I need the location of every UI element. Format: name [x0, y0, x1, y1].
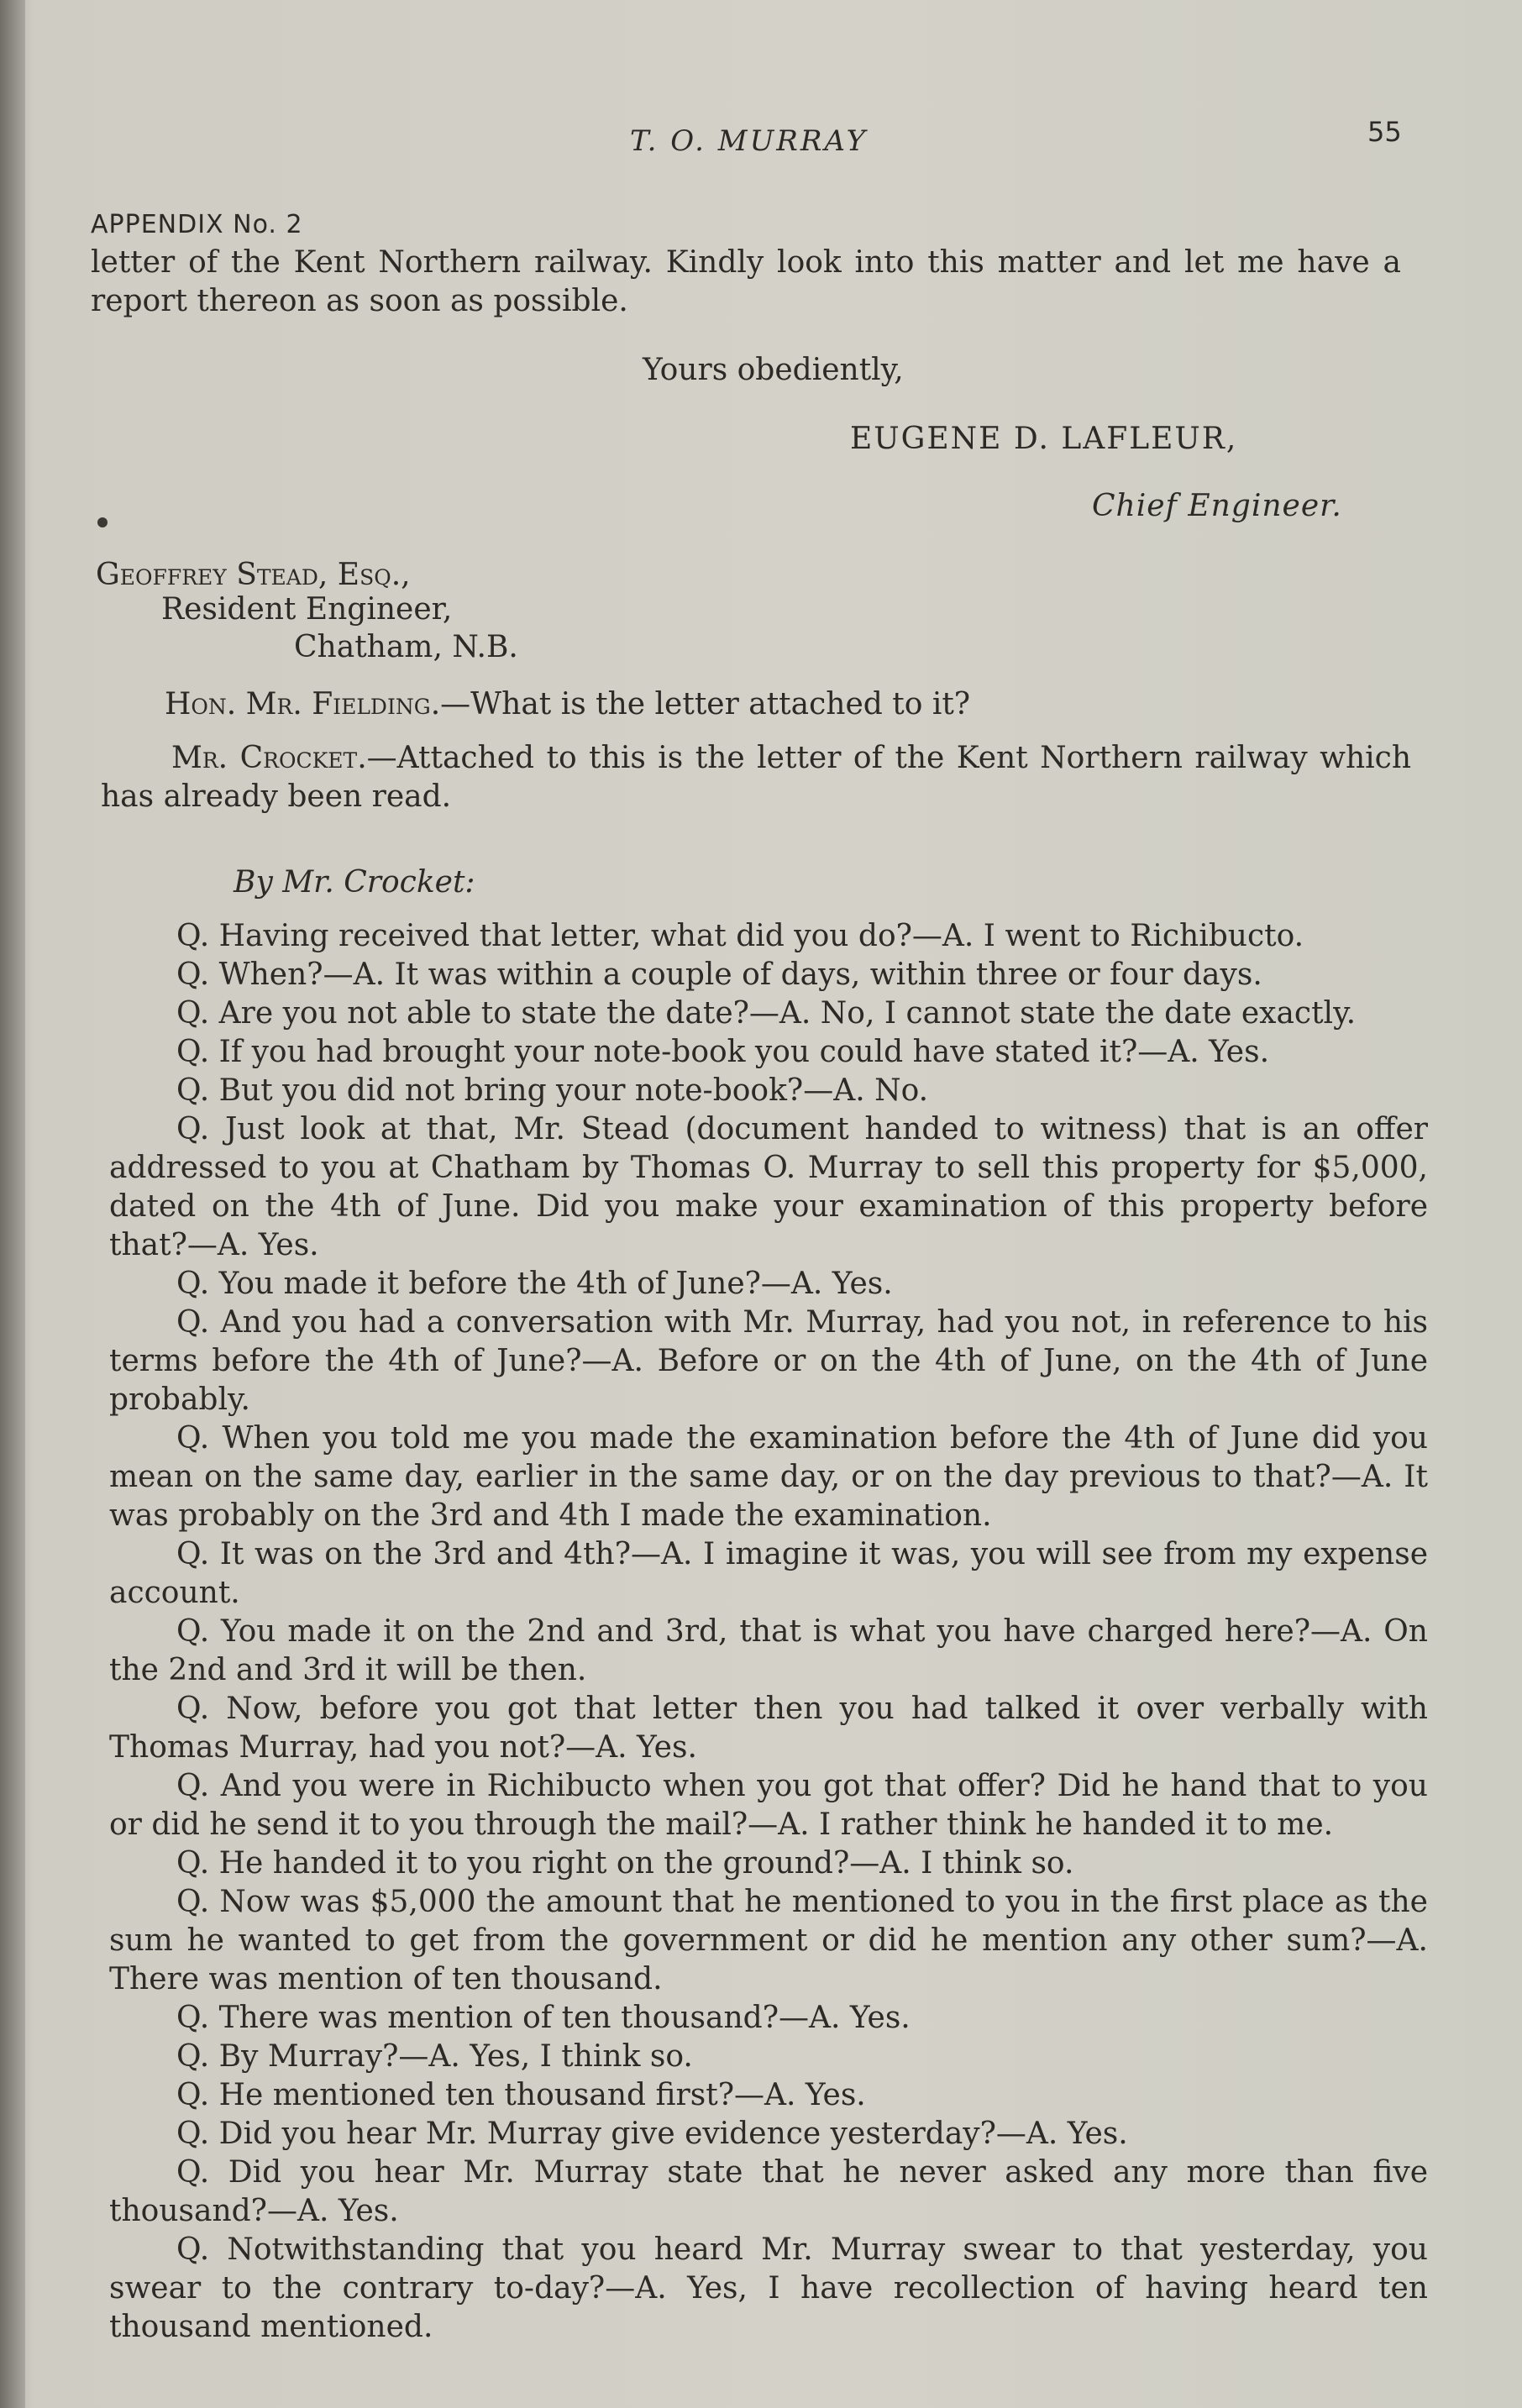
addressee-name: Geoffrey Stead, Esq.,: [96, 558, 411, 592]
fielding-speaker: Hon. Mr. Fielding.: [165, 687, 441, 721]
qa-item: Q. He handed it to you right on the ground?—A. I think so.: [176, 1846, 1074, 1881]
qa-item: Q. And you were in Richibucto when you got that offer? Did he hand that to you or did he send it to you through the mail?—A. I rather think he handed it to me.: [109, 1769, 1428, 1842]
running-title: T. O. MURRAY: [630, 124, 869, 158]
qa-item: Q. Now, before you got that letter then you had talked it over verbally with Thomas Murray, had you not?—A. Yes.: [109, 1692, 1428, 1765]
qa-item: Q. He mentioned ten thousand first?—A. Yes.: [176, 2078, 866, 2112]
qa-transcript: [109, 917, 1428, 2347]
qa-item: Q. Having received that letter, what did you do?—A. I went to Richibucto.: [176, 919, 1304, 953]
appendix-label: APPENDIX No. 2: [91, 210, 303, 239]
addressee-place: Chatham, N.B.: [294, 630, 518, 664]
letter-continuation-text: letter of the Kent Northern railway. Kindly look into this matter and let me have a report thereon as soon as possible.: [91, 245, 1401, 318]
examination-by-line: By Mr. Crocket:: [234, 865, 475, 900]
bullet-mark: [97, 517, 108, 527]
qa-item: Q. When?—A. It was within a couple of days, within three or four days.: [176, 957, 1262, 992]
qa-item: Q. If you had brought your note-book you could have stated it?—A. Yes.: [176, 1035, 1270, 1069]
letter-signer: EUGENE D. LAFLEUR,: [850, 422, 1238, 456]
qa-item: Q. Just look at that, Mr. Stead (document handed to witness) that is an offer addressed to you at Chatham by Thomas O. Murray to sell this property for $5,000, dated on the 4th of June. Did you make your examination of this property before that?—A. Yes.: [109, 1112, 1428, 1262]
qa-item: Q. Are you not able to state the date?—A. No, I cannot state the date exactly.: [176, 996, 1357, 1031]
qa-item: Q. You made it before the 4th of June?—A. Yes.: [176, 1267, 893, 1301]
qa-item: Q. And you had a conversation with Mr. Murray, had you not, in reference to his terms before the 4th of June?—A. Before or on the 4th of June, on the 4th of June probably.: [109, 1305, 1428, 1417]
letter-closing: Yours obediently,: [643, 353, 904, 387]
fielding-question: [165, 685, 1408, 724]
crocket-speaker: Mr. Crocket.: [171, 741, 367, 775]
qa-item: Q. Now was $5,000 the amount that he mentioned to you in the first place as the sum he wanted to get from the government or did he mention any other sum?—A. There was mention of ten thousand.: [109, 1885, 1428, 1996]
qa-item: Q. You made it on the 2nd and 3rd, that is what you have charged here?—A. On the 2nd and 3rd it will be then.: [109, 1614, 1428, 1687]
qa-item: Q. Did you hear Mr. Murray state that he never asked any more than five thousand?—A. Yes.: [109, 2155, 1428, 2228]
fielding-text: —What is the letter attached to it?: [440, 687, 971, 721]
letter-signer-title: Chief Engineer.: [1092, 489, 1342, 523]
qa-item: Q. There was mention of ten thousand?—A. Yes.: [176, 2001, 911, 2035]
book-spine-shadow: [0, 0, 25, 2408]
qa-item: Q. But you did not bring your note-book?—A. No.: [176, 1073, 929, 1108]
qa-item: Q. It was on the 3rd and 4th?—A. I imagine it was, you will see from my expense account.: [109, 1537, 1428, 1610]
qa-item: Q. When you told me you made the examination before the 4th of June did you mean on the same day, earlier in the same day, or on the day previous to that?—A. It was probably on the 3rd and 4th I made the examination.: [109, 1421, 1428, 1533]
crocket-statement: [101, 739, 1411, 816]
qa-item: Q. By Murray?—A. Yes, I think so.: [176, 2039, 693, 2074]
addressee-role: Resident Engineer,: [161, 592, 453, 627]
qa-item: Q. Did you hear Mr. Murray give evidence yesterday?—A. Yes.: [176, 2117, 1128, 2151]
qa-item: Q. Notwithstanding that you heard Mr. Murray swear to that yesterday, you swear to the contrary to-day?—A. Yes, I have recollection of having heard ten thousand mentioned.: [109, 2232, 1428, 2344]
crocket-text: —Attached to this is the letter of the Kent Northern railway which has already been read.: [101, 741, 1412, 814]
letter-continuation: [91, 244, 1401, 321]
page-number: 55: [1367, 116, 1402, 148]
